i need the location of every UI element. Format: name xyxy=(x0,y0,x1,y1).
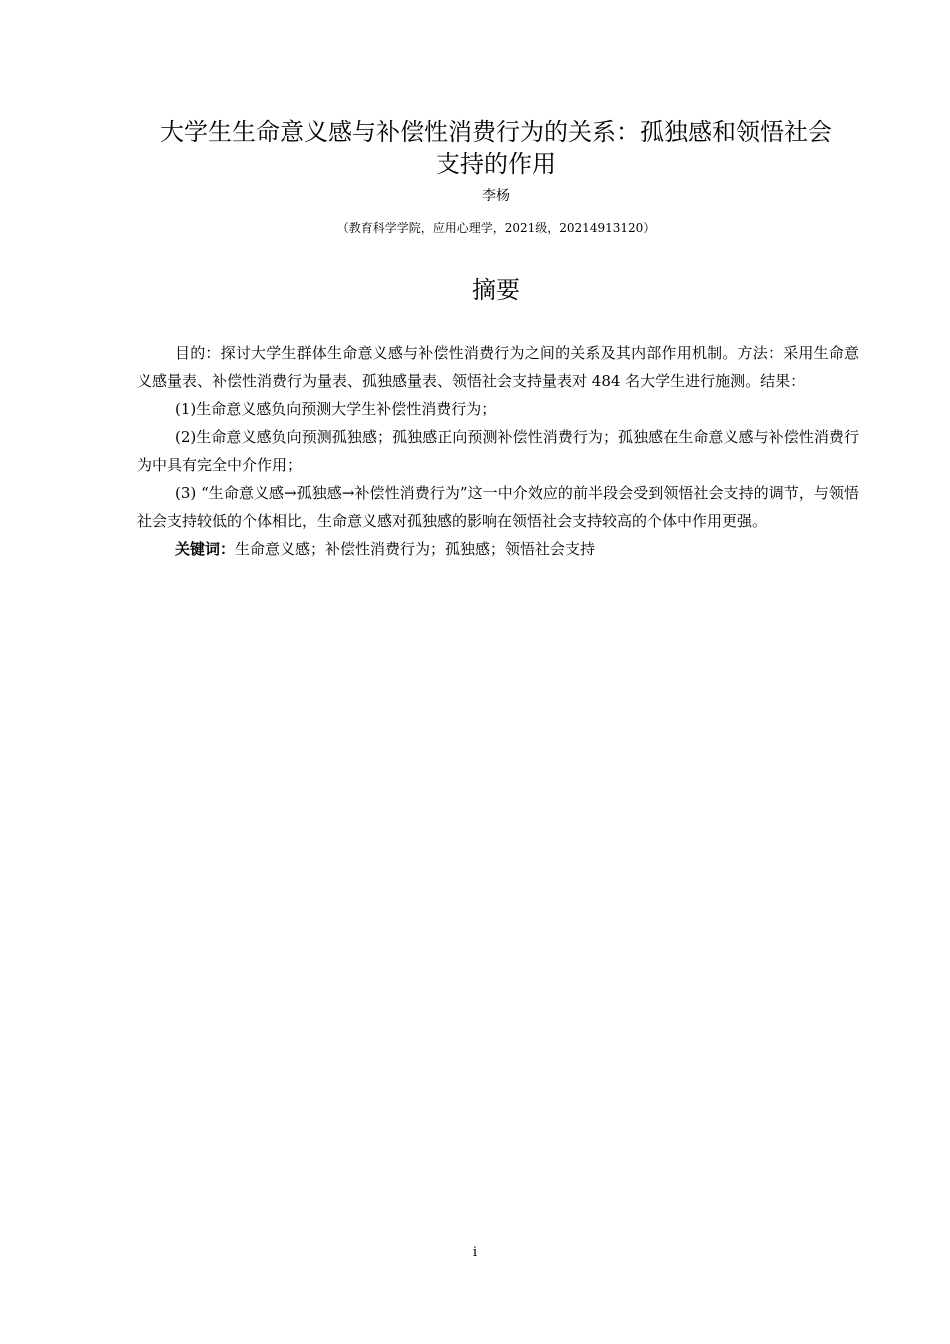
abstract-paragraph-result-3: (3) “生命意义感→孤独感→补偿性消费行为”这一中介效应的前半段会受到领悟社会支持的调节，与领悟社会支持较低的个体相比，生命意义感对孤独感的影响在领悟社会支持较高的个体中作用更强。 xyxy=(137,484,859,530)
abstract-heading: 摘要 xyxy=(472,276,520,304)
author-name: 李杨 xyxy=(482,188,510,204)
paper-title xyxy=(120,116,872,180)
abstract-paragraph-result-1: (1)生命意义感负向预测大学生补偿性消费行为； xyxy=(175,400,497,418)
abstract-paragraph-objective: 目的：探讨大学生群体生命意义感与补偿性消费行为之间的关系及其内部作用机制。方法：采用生命意义感量表、补偿性消费行为量表、孤独感量表、领悟社会支持量表对 484 名大学生进行施测。结果： xyxy=(137,344,859,390)
abstract-paragraph-result-2: (2)生命意义感负向预测孤独感；孤独感正向预测补偿性消费行为；孤独感在生命意义感与补偿性消费行为中具有完全中介作用； xyxy=(137,428,859,474)
abstract-body xyxy=(137,339,859,563)
keywords-line xyxy=(137,535,859,563)
paper-title-line-2: 支持的作用 xyxy=(436,150,556,178)
paper-title-line-1: 大学生生命意义感与补偿性消费行为的关系：孤独感和领悟社会 xyxy=(160,118,832,146)
author-affiliation: （教育科学学院，应用心理学，2021级，20214913120） xyxy=(336,221,656,235)
keywords-label: 关键词： xyxy=(175,540,236,558)
page-number: i xyxy=(472,1245,478,1260)
keywords-list: 生命意义感；补偿性消费行为；孤独感；领悟社会支持 xyxy=(235,540,596,558)
